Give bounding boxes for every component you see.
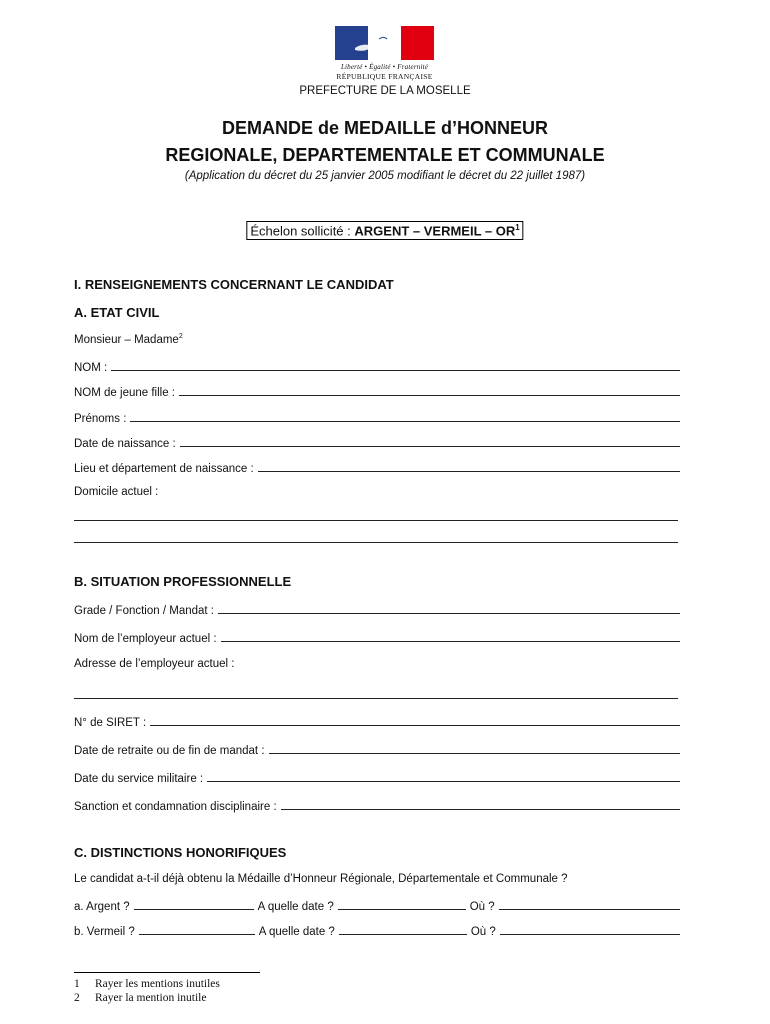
prenoms-field[interactable] (74, 409, 680, 425)
civilite-text: Monsieur – Madame$^2$ (74, 333, 183, 346)
footnote-1-text: Rayer les mentions inutiles (95, 978, 220, 990)
vermeil-label: b. Vermeil ? (74, 926, 135, 938)
footnote-2 (74, 992, 206, 1004)
form-title-line2: REGIONALE, DEPARTEMENTALE ET COMMUNALE (165, 145, 605, 165)
footnote-1 (74, 978, 220, 990)
french-flag (335, 26, 434, 60)
republic-name: RÉPUBLIQUE FRANÇAISE (336, 72, 433, 81)
vermeil-row[interactable] (74, 922, 680, 938)
grade-label: Grade / Fonction / Mandat : (74, 605, 214, 617)
argent-ou-label: Où ? (469, 901, 495, 913)
retraite-field[interactable] (74, 741, 680, 757)
prefecture-name: PREFECTURE DE LA MOSELLE (299, 85, 471, 97)
date-naissance-line[interactable] (180, 446, 680, 447)
service-militaire-field[interactable] (74, 769, 680, 785)
date-naissance-label: Date de naissance : (74, 438, 176, 450)
nom-jeune-fille-field[interactable] (74, 383, 680, 399)
marianne-profile-icon (335, 26, 434, 60)
lieu-naissance-label: Lieu et département de naissance : (74, 463, 254, 475)
retraite-line[interactable] (269, 753, 680, 754)
nom-label: NOM : (74, 362, 108, 374)
civilite-footnote-ref: 2 (178, 333, 183, 340)
distinctions-question: Le candidat a-t-il déjà obtenu la Médaille d’Honneur Régionale, Départementale et Communale ? (74, 873, 568, 885)
footnote-separator (74, 972, 260, 973)
nom-line[interactable] (111, 370, 680, 371)
etat-civil-title: A. ETAT CIVIL (74, 305, 160, 320)
nom-field[interactable] (74, 358, 680, 374)
marianne-logo (335, 26, 434, 81)
employeur-label: Nom de l’employeur actuel : (74, 633, 217, 645)
siret-label: N° de SIRET : (74, 717, 147, 729)
prenoms-line[interactable] (130, 421, 680, 422)
grade-field[interactable] (74, 601, 680, 617)
nom-jeune-fille-label: NOM de jeune fille : (74, 387, 175, 399)
domicile-line-2[interactable] (74, 542, 678, 543)
retraite-label: Date de retraite ou de fin de mandat : (74, 745, 265, 757)
footnote-1-number: 1 (74, 978, 80, 990)
argent-date-line[interactable] (338, 909, 466, 910)
distinctions-title: C. DISTINCTIONS HONORIFIQUES (74, 845, 287, 860)
domicile-line-1[interactable] (74, 520, 678, 521)
echelon-box (246, 221, 523, 240)
vermeil-ou-line[interactable] (500, 934, 680, 935)
vermeil-ou-label: Où ? (470, 926, 496, 938)
employeur-field[interactable] (74, 629, 680, 645)
argent-label: a. Argent ? (74, 901, 130, 913)
date-naissance-field[interactable] (74, 434, 680, 450)
argent-ou-line[interactable] (499, 909, 680, 910)
situation-pro-title: B. SITUATION PROFESSIONNELLE (74, 574, 292, 589)
nom-jeune-fille-line[interactable] (179, 395, 680, 396)
sanction-field[interactable] (74, 797, 680, 813)
form-subtitle: (Application du décret du 25 janvier 2005 modifiant le décret du 22 juillet 1987) (184, 170, 586, 182)
employeur-line[interactable] (221, 641, 680, 642)
service-militaire-label: Date du service militaire : (74, 773, 204, 785)
echelon-label: Échelon sollicité : (250, 223, 355, 239)
adresse-employeur-line[interactable] (74, 698, 678, 699)
echelon-footnote-ref: 1 (515, 223, 520, 232)
prenoms-label: Prénoms : (74, 413, 127, 425)
grade-line[interactable] (218, 613, 680, 614)
argent-answer-line[interactable] (134, 909, 254, 910)
domicile-label: Domicile actuel : (74, 486, 159, 498)
echelon-value: ARGENT – VERMEIL – OR (354, 223, 516, 239)
footnote-2-number: 2 (74, 992, 80, 1004)
argent-date-label: A quelle date ? (257, 901, 334, 913)
lieu-naissance-line[interactable] (258, 471, 680, 472)
adresse-employeur-label: Adresse de l’employeur actuel : (74, 658, 235, 670)
siret-field[interactable] (74, 713, 680, 729)
form-title-line1: DEMANDE de MEDAILLE d’HONNEUR (221, 118, 548, 138)
service-militaire-line[interactable] (207, 781, 680, 782)
republic-motto: Liberté • Égalité • Fraternité (340, 63, 429, 71)
siret-line[interactable] (150, 725, 680, 726)
lieu-naissance-field[interactable] (74, 459, 680, 475)
sanction-label: Sanction et condamnation disciplinaire : (74, 801, 277, 813)
footnote-2-text: Rayer la mention inutile (95, 992, 207, 1004)
vermeil-answer-line[interactable] (139, 934, 255, 935)
argent-row[interactable] (74, 897, 680, 913)
sanction-line[interactable] (281, 809, 680, 810)
vermeil-date-label: A quelle date ? (258, 926, 335, 938)
vermeil-date-line[interactable] (339, 934, 467, 935)
section-candidat-title: I. RENSEIGNEMENTS CONCERNANT LE CANDIDAT (74, 277, 394, 292)
